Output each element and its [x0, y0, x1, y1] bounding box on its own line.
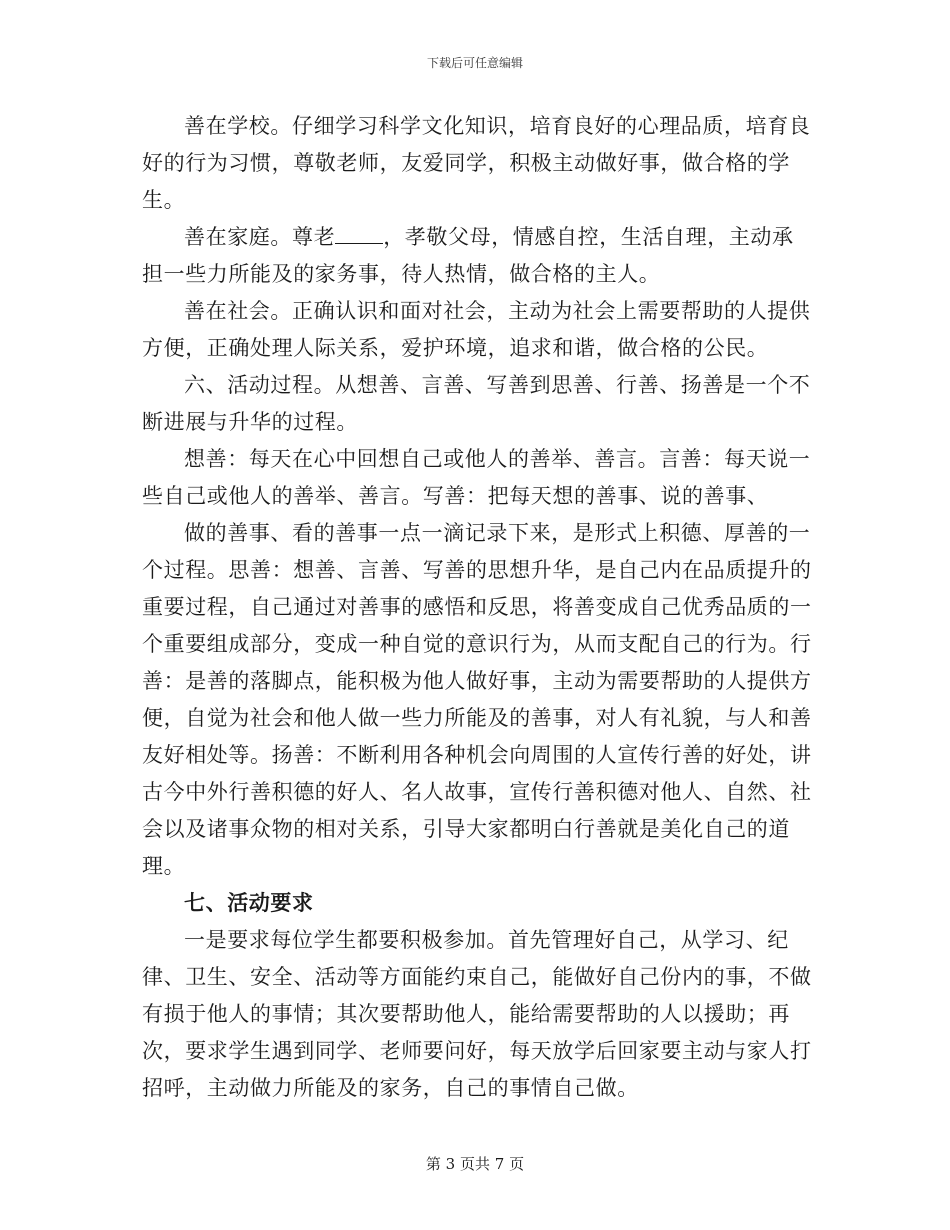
paragraph-society: 善在社会。正确认识和面对社会，主动为社会上需要帮助的人提供方便，正确处理人际关系，爱护环境，追求和谐，做合格的公民。: [142, 299, 811, 360]
paragraph-requirements: 一是要求每位学生都要积极参加。首先管理好自己，从学习、纪律、卫生、安全、活动等方面能约束自己，能做好自己份内的事，不做有损于他人的事情；其次要帮助他人，能给需要帮助的人以援助；再次，要求学生遇到同学、老师要问好，每天放学后回家要主动与家人打招呼，主动做力所能及的家务，自己的事情自己做。: [142, 928, 812, 1100]
paragraph-process: 六、活动过程。从想善、言善、写善到思善、行善、扬善是一个不断进展与升华的过程。: [142, 373, 811, 434]
paragraph-family: [142, 219, 812, 293]
paragraph-family-start: 善在家庭。尊老: [184, 225, 336, 249]
fill-in-blank: [335, 225, 383, 244]
paragraph-think-good: 想善：每天在心中回想自己或他人的善举、善言。言善：每天说一些自己或他人的善举、善言。写善：把每天想的善事、说的善事、: [142, 447, 811, 508]
page-header: 下载后可任意编辑: [426, 56, 523, 70]
section-heading-requirements: 七、活动要求: [184, 891, 314, 915]
paragraph-school: 善在学校。仔细学习科学文化知识，培育良好的心理品质，培育良好的行为习惯，尊敬老师，友爱同学，积极主动做好事，做合格的学生。: [142, 114, 811, 212]
document-body: [142, 108, 812, 1107]
page-footer: 第 3 页共 7 页: [425, 1155, 525, 1173]
paragraph-do-good: 做的善事、看的善事一点一滴记录下来，是形式上积德、厚善的一个过程。思善：想善、言善、写善的思想升华，是自己内在品质提升的重要过程，自己通过对善事的感悟和反思，将善变成自己优秀品质的一个重要组成部分，变成一种自觉的意识行为，从而支配自己的行为。行善：是善的落脚点，能积极为他人做好事，主动为需要帮助的人提供方便，自觉为社会和他人做一些力所能及的善事，对人有礼貌，与人和善友好相处等。扬善：不断利用各种机会向周围的人宣传行善的好处，讲古今中外行善积德的好人、名人故事，宣传行善积德对他人、自然、社会以及诸事众物的相对关系，引导大家都明白行善就是美化自己的道理。: [142, 521, 812, 878]
paragraph-family-end: ，孝敬父母，情感自控，生活自理，主动承担一些力所能及的家务事，待人热情，做合格的主人。: [142, 225, 794, 286]
